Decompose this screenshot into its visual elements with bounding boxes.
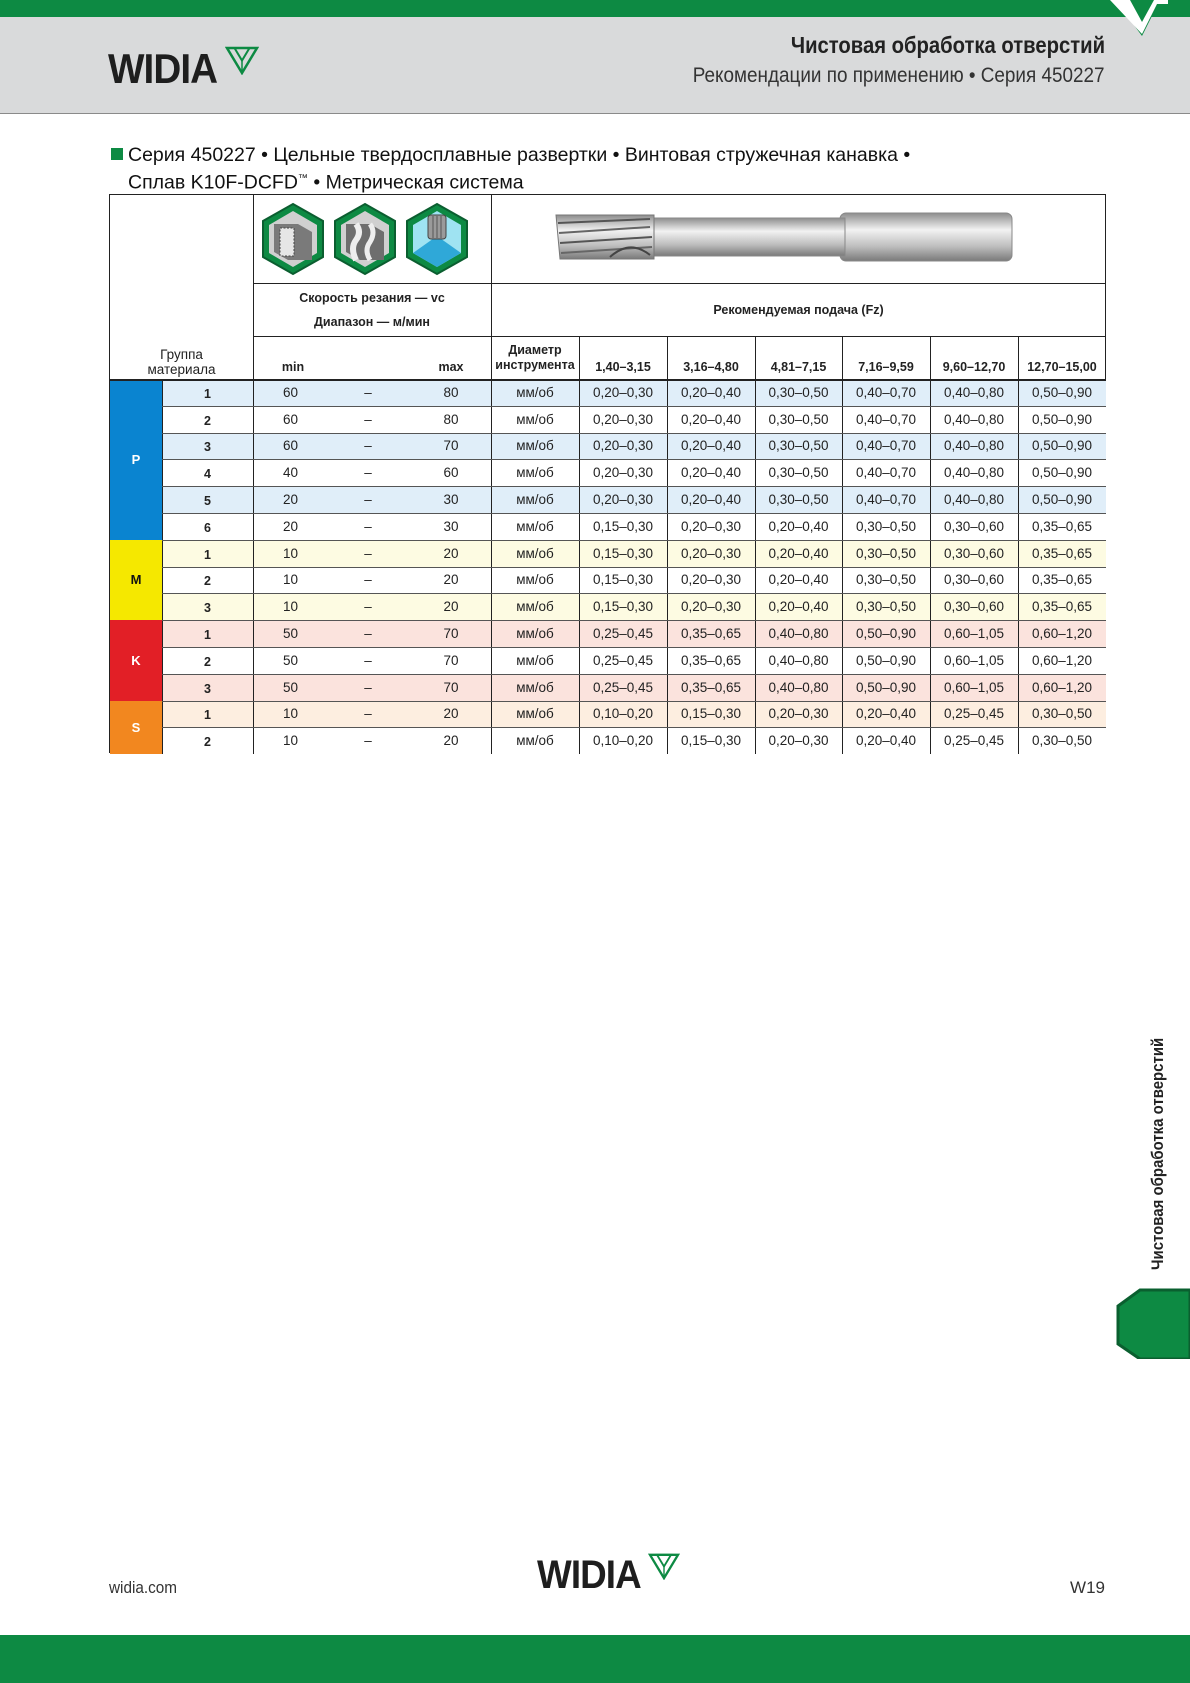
feed-value: 0,30–0,50 xyxy=(855,572,917,588)
speed-max: 70 xyxy=(443,438,459,454)
feed-value: 0,15–0,30 xyxy=(592,572,654,588)
grid-rowline xyxy=(162,567,1106,568)
feed-value: 0,10–0,20 xyxy=(592,706,654,722)
feed-value: 0,25–0,45 xyxy=(592,652,654,668)
feed-value: 0,20–0,30 xyxy=(680,572,742,588)
unit-cell: мм/об xyxy=(516,626,554,642)
feed-value: 0,35–0,65 xyxy=(680,626,742,642)
diameter-range-header: 4,81–7,15 xyxy=(770,360,827,374)
feed-value: 0,30–0,60 xyxy=(943,599,1005,615)
speed-max: 20 xyxy=(443,545,459,561)
speed-max: 20 xyxy=(443,599,459,615)
feed-header: Рекомендуемая подача (Fz) xyxy=(713,302,884,317)
diameter-label-1: Диаметр xyxy=(508,342,562,357)
speed-max: 60 xyxy=(443,465,459,481)
speed-min: 60 xyxy=(282,411,299,427)
speed-max: 70 xyxy=(443,626,459,642)
unit-cell: мм/об xyxy=(516,545,554,561)
material-group-p: P xyxy=(110,379,162,540)
speed-dash: – xyxy=(364,518,372,534)
grid-rowline xyxy=(162,540,1106,541)
speed-max: 70 xyxy=(443,652,459,668)
feed-value: 0,25–0,45 xyxy=(592,626,654,642)
coolant-icon xyxy=(404,202,470,276)
speed-dash: – xyxy=(364,384,372,400)
feed-value: 0,20–0,30 xyxy=(768,706,829,722)
grid-vline xyxy=(253,195,254,754)
feed-value: 0,35–0,65 xyxy=(680,679,742,695)
feed-value: 0,50–0,90 xyxy=(1031,438,1093,454)
page-number: W19 xyxy=(1070,1578,1105,1597)
unit-cell: мм/об xyxy=(516,411,554,427)
feed-value: 0,20–0,40 xyxy=(855,733,917,749)
diameter-range-header: 1,40–3,15 xyxy=(595,360,651,374)
feed-value: 0,40–0,80 xyxy=(768,626,829,642)
grid-hline xyxy=(253,336,1106,337)
feed-value: 0,15–0,30 xyxy=(592,518,654,534)
speed-max: 20 xyxy=(443,706,459,722)
feed-value: 0,40–0,70 xyxy=(855,411,917,427)
speed-header-line2: Диапазон — м/мин xyxy=(314,314,430,329)
speed-min: 60 xyxy=(282,438,299,454)
unit-cell: мм/об xyxy=(516,652,554,668)
feed-value: 0,50–0,90 xyxy=(855,626,917,642)
feed-value: 0,20–0,30 xyxy=(768,733,829,749)
feed-value: 0,50–0,90 xyxy=(855,652,917,668)
grid-rowline xyxy=(162,701,1106,702)
grid-rowline xyxy=(162,593,1106,594)
row-number: 1 xyxy=(204,708,211,723)
row-number: 6 xyxy=(204,520,211,535)
grid-rowline xyxy=(162,406,1106,407)
speed-min: 10 xyxy=(282,545,299,561)
speed-max: 70 xyxy=(443,679,459,695)
feed-value: 0,20–0,40 xyxy=(680,465,742,481)
feed-value: 0,40–0,80 xyxy=(768,652,829,668)
feed-value: 0,60–1,20 xyxy=(1031,626,1093,642)
speed-max: 80 xyxy=(443,411,459,427)
feed-value: 0,40–0,80 xyxy=(943,465,1005,481)
bottom-green-bar xyxy=(0,1635,1190,1683)
footer-url-link[interactable]: widia.com xyxy=(109,1578,178,1597)
speed-min: 50 xyxy=(282,626,299,642)
row-number: 1 xyxy=(204,547,211,562)
grid-hline xyxy=(253,283,1106,284)
blind-hole-icon xyxy=(260,202,326,276)
unit-cell: мм/об xyxy=(516,706,554,722)
feed-value: 0,20–0,40 xyxy=(680,492,742,508)
feed-value: 0,40–0,80 xyxy=(943,384,1005,400)
speed-max: 30 xyxy=(443,492,459,508)
grid-hline xyxy=(110,379,1106,381)
section-heading-line1: Серия 450227 • Цельные твердосплавные развертки • Винтовая стружечная канавка • xyxy=(128,144,911,166)
reamer-illustration xyxy=(550,209,1016,265)
grid-rowline xyxy=(162,433,1106,434)
grid-rowline xyxy=(162,486,1106,487)
grid-vline xyxy=(755,336,756,754)
speed-dash: – xyxy=(364,626,372,642)
grid-rowline xyxy=(162,727,1106,728)
feed-value: 0,30–0,50 xyxy=(768,438,829,454)
header-subtitle: Рекомендации по применению • Серия 450227 xyxy=(693,64,1105,87)
feed-value: 0,60–1,05 xyxy=(943,679,1005,695)
min-header: min xyxy=(281,360,305,374)
row-number: 3 xyxy=(204,601,211,616)
speed-min: 10 xyxy=(282,706,299,722)
feed-value: 0,50–0,90 xyxy=(1031,492,1093,508)
feed-value: 0,30–0,50 xyxy=(768,411,829,427)
grid-vline xyxy=(667,336,668,754)
widia-triangle-icon xyxy=(225,45,259,75)
feed-value: 0,30–0,50 xyxy=(855,599,917,615)
unit-cell: мм/об xyxy=(516,733,554,749)
row-number: 2 xyxy=(204,574,211,589)
feed-value: 0,20–0,40 xyxy=(680,438,742,454)
feed-value: 0,20–0,30 xyxy=(592,438,654,454)
material-group-header xyxy=(110,336,253,379)
widia-logo-top[interactable] xyxy=(108,45,259,93)
side-tab-marker[interactable] xyxy=(1114,1286,1190,1359)
speed-dash: – xyxy=(364,572,372,588)
diameter-range-header: 7,16–9,59 xyxy=(858,360,914,374)
speed-dash: – xyxy=(364,679,372,695)
feed-value: 0,40–0,70 xyxy=(855,384,917,400)
grid-vline xyxy=(1018,336,1019,754)
row-number: 2 xyxy=(204,413,211,428)
unit-cell: мм/об xyxy=(516,384,554,400)
row-number: 4 xyxy=(204,467,211,482)
grid-vline xyxy=(579,336,580,754)
feed-value: 0,50–0,90 xyxy=(1031,411,1093,427)
feed-value: 0,25–0,45 xyxy=(592,679,654,695)
header-title: Чистовая обработка отверстий xyxy=(790,32,1105,58)
speed-min: 20 xyxy=(282,518,299,534)
speed-min: 50 xyxy=(282,652,299,668)
feed-value: 0,35–0,65 xyxy=(680,652,742,668)
material-group-label-1: Группа xyxy=(160,346,203,362)
feed-value: 0,35–0,65 xyxy=(1031,518,1093,534)
feed-value: 0,40–0,70 xyxy=(855,465,917,481)
section-heading-line2: Сплав K10F-DCFD xyxy=(128,171,298,194)
feed-value: 0,60–1,20 xyxy=(1031,652,1093,668)
speed-dash: – xyxy=(364,733,372,749)
speed-header xyxy=(253,283,491,336)
feed-value: 0,20–0,40 xyxy=(855,706,917,722)
section-heading-line2-end: • Метрическая система xyxy=(307,171,524,194)
unit-cell: мм/об xyxy=(516,679,554,695)
unit-cell: мм/об xyxy=(516,572,554,588)
grid-rowline xyxy=(162,459,1106,460)
feed-value: 0,15–0,30 xyxy=(592,545,654,561)
feed-value: 0,35–0,65 xyxy=(1031,599,1093,615)
feed-value: 0,20–0,40 xyxy=(768,572,829,588)
speed-min: 10 xyxy=(282,572,299,588)
max-header: max xyxy=(438,360,464,374)
feed-value: 0,40–0,70 xyxy=(855,438,917,454)
feed-value: 0,20–0,40 xyxy=(768,599,829,615)
feed-value: 0,40–0,80 xyxy=(943,438,1005,454)
feed-value: 0,35–0,65 xyxy=(1031,545,1093,561)
widia-triangle-icon xyxy=(648,1552,680,1580)
widia-logo-bottom[interactable] xyxy=(537,1552,680,1598)
feed-value: 0,20–0,30 xyxy=(680,518,742,534)
feed-value: 0,15–0,30 xyxy=(680,706,742,722)
section-heading xyxy=(111,143,910,195)
speed-dash: – xyxy=(364,599,372,615)
diameter-label-2: инструмента xyxy=(495,357,575,372)
material-group-m: M xyxy=(110,540,162,620)
feed-value: 0,25–0,45 xyxy=(943,706,1005,722)
feed-value: 0,30–0,60 xyxy=(943,545,1005,561)
feed-value: 0,20–0,40 xyxy=(680,411,742,427)
speed-min: 50 xyxy=(282,679,299,695)
feed-value: 0,20–0,40 xyxy=(768,545,829,561)
speed-dash: – xyxy=(364,438,372,454)
speed-max: 20 xyxy=(443,733,459,749)
feed-value: 0,15–0,30 xyxy=(592,599,654,615)
feed-value: 0,20–0,30 xyxy=(680,545,742,561)
diameter-range-header: 12,70–15,00 xyxy=(1027,360,1097,374)
logo-wordmark-bottom: WIDIA xyxy=(537,1553,641,1597)
top-green-bar xyxy=(0,0,1190,17)
unit-cell: мм/об xyxy=(516,599,554,615)
feed-value: 0,30–0,50 xyxy=(768,492,829,508)
feed-value: 0,35–0,65 xyxy=(1031,572,1093,588)
diameter-range-header: 3,16–4,80 xyxy=(683,360,739,374)
row-number: 2 xyxy=(204,735,211,750)
header-notch-icon xyxy=(1108,0,1168,36)
speed-min: 60 xyxy=(282,384,299,400)
material-group-s: S xyxy=(110,701,162,755)
speed-min: 20 xyxy=(282,492,299,508)
speed-dash: – xyxy=(364,465,372,481)
feed-value: 0,20–0,30 xyxy=(592,492,654,508)
logo-wordmark: WIDIA xyxy=(108,45,218,92)
feed-value: 0,40–0,80 xyxy=(768,679,829,695)
feed-value: 0,60–1,20 xyxy=(1031,679,1093,695)
grid-rowline xyxy=(162,620,1106,621)
feed-value: 0,40–0,80 xyxy=(943,411,1005,427)
speed-min: 10 xyxy=(282,733,299,749)
grid-vline xyxy=(842,336,843,754)
feed-value: 0,30–0,50 xyxy=(768,384,829,400)
unit-cell: мм/об xyxy=(516,438,554,454)
feed-value: 0,20–0,30 xyxy=(592,465,654,481)
speed-max: 20 xyxy=(443,572,459,588)
grid-rowline xyxy=(162,647,1106,648)
feed-value: 0,30–0,50 xyxy=(1031,733,1093,749)
feed-value: 0,20–0,30 xyxy=(592,384,654,400)
grid-vline xyxy=(930,336,931,754)
material-group-label-2: материала xyxy=(147,361,216,377)
row-number: 1 xyxy=(204,386,211,401)
speed-max: 80 xyxy=(443,384,459,400)
feed-value: 0,30–0,50 xyxy=(855,518,917,534)
feed-value: 0,60–1,05 xyxy=(943,626,1005,642)
feed-value: 0,40–0,70 xyxy=(855,492,917,508)
speed-dash: – xyxy=(364,545,372,561)
feed-value: 0,30–0,60 xyxy=(943,572,1005,588)
grid-rowline xyxy=(162,513,1106,514)
feed-value: 0,30–0,50 xyxy=(768,465,829,481)
unit-cell: мм/об xyxy=(516,492,554,508)
diameter-range-header: 9,60–12,70 xyxy=(942,360,1006,374)
side-tab-text: Чистовая обработка отверстий xyxy=(1148,1037,1167,1270)
diameter-header xyxy=(491,336,579,379)
speed-dash: – xyxy=(364,706,372,722)
unit-cell: мм/об xyxy=(516,518,554,534)
feed-value: 0,50–0,90 xyxy=(1031,384,1093,400)
feed-value: 0,50–0,90 xyxy=(1031,465,1093,481)
feed-value: 0,30–0,50 xyxy=(1031,706,1093,722)
feed-value: 0,20–0,40 xyxy=(680,384,742,400)
trademark-sign: ™ xyxy=(297,173,308,184)
green-square-icon xyxy=(111,148,123,160)
feed-value: 0,50–0,90 xyxy=(855,679,917,695)
row-number: 1 xyxy=(204,628,211,643)
material-group-k: K xyxy=(110,620,162,700)
speed-dash: – xyxy=(364,652,372,668)
speed-max: 30 xyxy=(443,518,459,534)
row-number: 2 xyxy=(204,654,211,669)
through-hole-icon xyxy=(332,202,398,276)
grid-rowline xyxy=(162,674,1106,675)
feed-value: 0,30–0,50 xyxy=(855,545,917,561)
row-number: 5 xyxy=(204,494,211,509)
speed-header-line1: Скорость резания — vc xyxy=(299,290,445,305)
feed-value: 0,60–1,05 xyxy=(943,652,1005,668)
feed-value: 0,20–0,30 xyxy=(592,411,654,427)
grid-vline xyxy=(491,195,492,754)
feed-value: 0,20–0,30 xyxy=(680,599,742,615)
feed-value: 0,15–0,30 xyxy=(680,733,742,749)
speed-dash: – xyxy=(364,411,372,427)
speed-min: 10 xyxy=(282,599,299,615)
feed-value: 0,40–0,80 xyxy=(943,492,1005,508)
unit-cell: мм/об xyxy=(516,465,554,481)
row-number: 3 xyxy=(204,440,211,455)
cutting-data-table xyxy=(109,194,1106,753)
feed-value: 0,20–0,40 xyxy=(768,518,829,534)
feed-value: 0,30–0,60 xyxy=(943,518,1005,534)
speed-dash: – xyxy=(364,492,372,508)
row-number: 3 xyxy=(204,681,211,696)
speed-min: 40 xyxy=(282,465,299,481)
feed-value: 0,25–0,45 xyxy=(943,733,1005,749)
feed-value: 0,10–0,20 xyxy=(592,733,654,749)
